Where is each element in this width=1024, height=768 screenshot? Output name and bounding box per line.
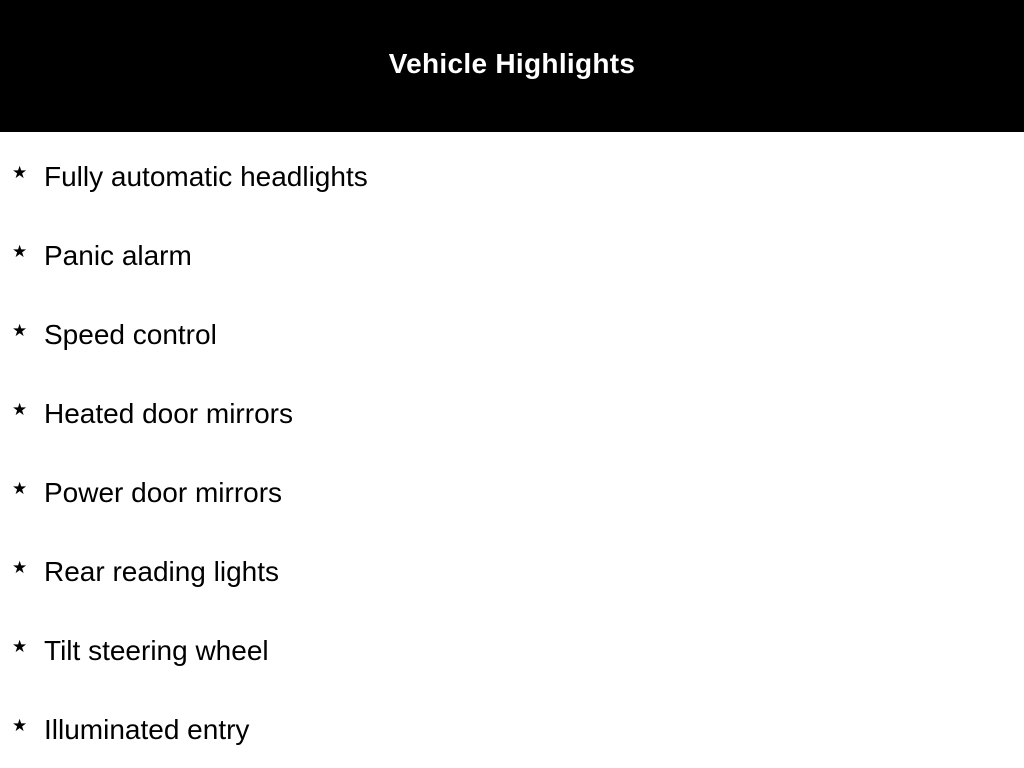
list-item-label: Panic alarm (44, 240, 192, 271)
star-icon: ★ (12, 242, 28, 262)
page-title: Vehicle Highlights (388, 48, 636, 79)
star-icon: ★ (12, 637, 28, 657)
list-item-label: Tilt steering wheel (44, 635, 269, 666)
page-header (0, 0, 1024, 132)
list-item-label: Rear reading lights (44, 556, 280, 587)
list-item-label: Heated door mirrors (44, 398, 293, 429)
star-icon: ★ (12, 558, 28, 578)
list-item-label: Fully automatic headlights (44, 161, 368, 192)
list-item-label: Power door mirrors (44, 477, 283, 508)
list-item-label: Speed control (44, 319, 217, 350)
star-icon: ★ (12, 321, 28, 341)
star-icon: ★ (12, 479, 28, 499)
star-icon: ★ (12, 716, 28, 736)
list-item-label: Illuminated entry (44, 714, 250, 745)
star-icon: ★ (12, 400, 28, 420)
star-icon: ★ (12, 163, 28, 183)
